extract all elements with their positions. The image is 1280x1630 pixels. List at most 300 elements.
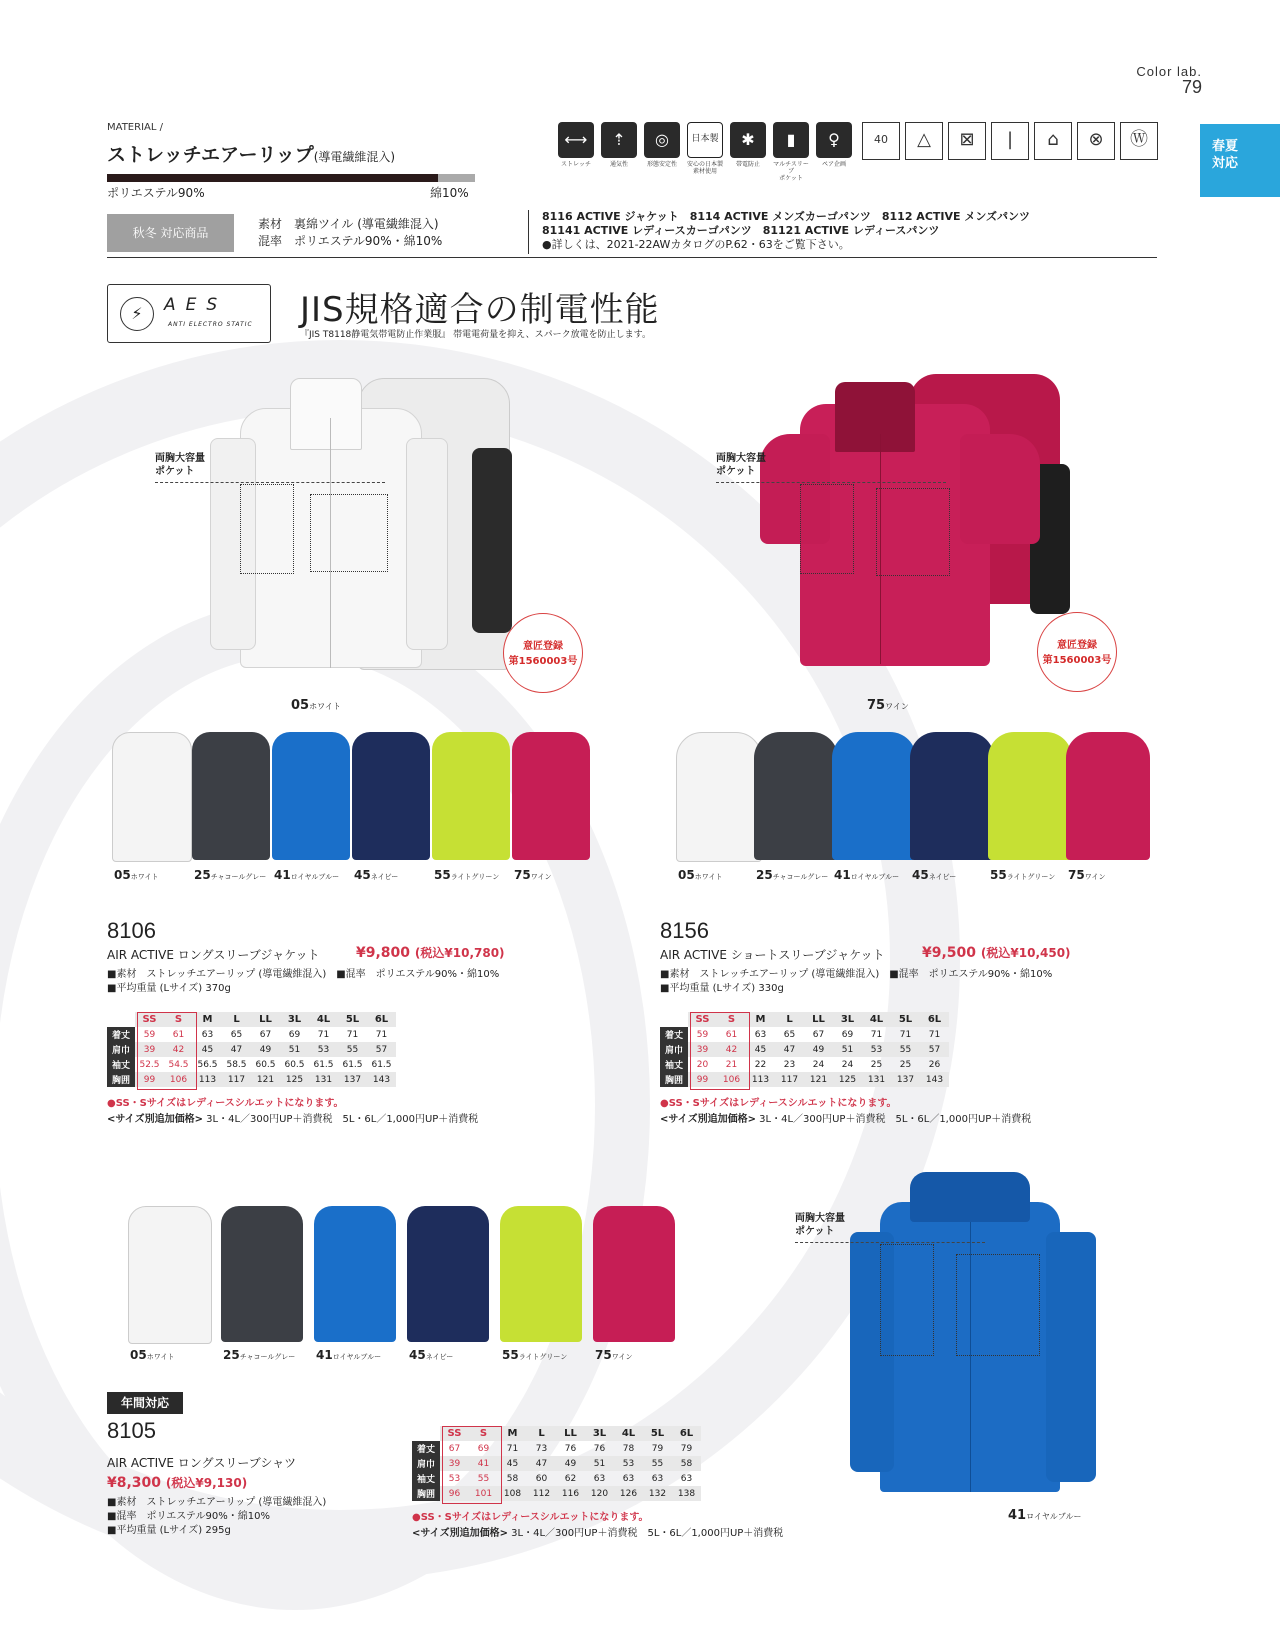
size-cell: 67: [812, 1029, 825, 1040]
price-tax: (税込¥10,450): [980, 946, 1071, 960]
row-label: 肩巾: [412, 1456, 440, 1471]
row-label: 胸囲: [660, 1072, 688, 1087]
aes-title: JIS規格適合の制電性能: [300, 290, 660, 330]
size-cell: 51: [585, 1456, 614, 1471]
row-label: 着丈: [660, 1027, 688, 1042]
size-cell: 108: [498, 1486, 527, 1501]
color-name: チャコールグレー: [210, 873, 267, 881]
size-header: SS: [688, 1012, 717, 1027]
size-cell: 116: [556, 1486, 585, 1501]
hero-color-label: 05ホワイト: [291, 698, 341, 713]
size-cell: 47: [527, 1456, 556, 1471]
jacket-8156-swatch-05: [676, 732, 762, 862]
size-header: S: [717, 1012, 746, 1027]
size-cell: 143: [920, 1072, 949, 1087]
price-tax: (税込¥9,130): [165, 1476, 248, 1490]
jacket-8106-swatch-45: [352, 732, 430, 860]
size-cell: 131: [862, 1072, 891, 1087]
related-line: 81141 ACTIVE レディースカーゴパンツ 81121 ACTIVE レディースパンツ: [542, 224, 940, 237]
design-registration-badge: 意匠登録 第1560003号: [1037, 612, 1117, 692]
jacket-8156-swatch-75: [1066, 732, 1150, 860]
color-code: 75: [514, 868, 531, 882]
size-cell: 132: [643, 1486, 672, 1501]
hero-color-caption: [867, 698, 909, 713]
page-number: 79: [1181, 77, 1202, 97]
product-price-8106: [356, 944, 505, 961]
size-cell: 71: [928, 1029, 941, 1040]
size-cell: 73: [535, 1443, 548, 1454]
made-in-japan-icon: 日本製: [687, 122, 723, 158]
product-price-8105: [107, 1474, 247, 1491]
aes-sub: ANTI ELECTRO STATIC: [168, 321, 253, 328]
size-header: L: [527, 1426, 556, 1441]
size-cell: 79: [680, 1443, 693, 1454]
material-title: [107, 140, 395, 167]
pocket-note: 両胸大容量 ポケット: [795, 1213, 845, 1237]
shirt-8105-swatch-05: [128, 1206, 212, 1344]
size-price-note: [412, 1524, 783, 1539]
size-cell: 125: [280, 1072, 309, 1087]
size-cell: 56.5: [197, 1059, 218, 1070]
size-cell: 71: [375, 1029, 388, 1040]
size-header: 3L: [585, 1426, 614, 1441]
size-cell: 71: [506, 1443, 519, 1454]
product-spec-8156: [660, 968, 1052, 996]
size-header: M: [498, 1426, 527, 1441]
color-code: 05: [114, 868, 131, 882]
size-cell: 55: [338, 1042, 367, 1057]
jacket-8106-swatch-25: [192, 732, 270, 860]
size-cell: 59: [696, 1029, 709, 1040]
jacket-8156-swatch-caption: [756, 868, 828, 882]
size-cell: 96: [440, 1486, 469, 1501]
size-cell: 117: [775, 1072, 804, 1087]
size-cell: 53: [862, 1042, 891, 1057]
size-cell: 121: [251, 1072, 280, 1087]
blend-ratio-bar: [107, 174, 475, 182]
antistatic-icon: ✱: [730, 122, 766, 158]
size-cell: 25: [899, 1059, 912, 1070]
jacket-8106-swatch-caption: [434, 868, 499, 882]
product-code-8105: 8105: [107, 1418, 156, 1443]
related-products: [542, 210, 1030, 252]
ss-s-highlight: [442, 1426, 502, 1504]
color-code: 25: [194, 868, 211, 882]
shirt-8105-swatch-25: [221, 1206, 303, 1342]
size-cell: 113: [193, 1072, 222, 1087]
row-label: 肩巾: [107, 1042, 135, 1057]
no-tumble-dry-icon: ⊠: [948, 122, 986, 160]
size-header: LL: [251, 1012, 280, 1027]
size-header: 4L: [862, 1012, 891, 1027]
product-price-8156: [922, 944, 1071, 961]
size-cell: 106: [164, 1072, 193, 1087]
size-header: 5L: [891, 1012, 920, 1027]
size-header: 5L: [643, 1426, 672, 1441]
color-name: ネイビー: [928, 873, 957, 881]
size-cell: 62: [564, 1473, 577, 1484]
season-spec-material: 素材 裏綿ツイル (導電繊維混入): [258, 217, 439, 231]
size-cell: 63: [622, 1473, 635, 1484]
size-cell: 49: [556, 1456, 585, 1471]
season-tab: 春夏 対応: [1200, 124, 1280, 197]
size-header: 3L: [280, 1012, 309, 1027]
size-cell: 112: [527, 1486, 556, 1501]
color-code: 45: [354, 868, 371, 882]
spec-line: ■平均重量 (Lサイズ) 370g: [107, 983, 231, 994]
related-line: ●詳しくは、2021-22AWカタログのP.62・63をご覧下さい。: [542, 238, 850, 251]
row-label: 胸囲: [412, 1486, 440, 1501]
size-price-label: <サイズ別追加価格>: [660, 1114, 756, 1125]
product-name-8106: AIR ACTIVE ロングスリーブジャケット: [107, 948, 320, 962]
size-cell: 79: [651, 1443, 664, 1454]
size-cell: 65: [783, 1029, 796, 1040]
pair-design-icon: ♀: [816, 122, 852, 158]
feature-item: [772, 122, 810, 182]
size-price-note: [660, 1110, 1031, 1125]
size-cell: 131: [309, 1072, 338, 1087]
size-cell: 41: [469, 1456, 498, 1471]
color-code: 45: [409, 1348, 426, 1362]
product-name-8105: AIR ACTIVE ロングスリーブシャツ: [107, 1456, 297, 1470]
size-cell: 99: [688, 1072, 717, 1087]
care-icons: [862, 122, 1158, 160]
color-name: ワイン: [1084, 873, 1106, 881]
shape-stability-icon: ◎: [644, 122, 680, 158]
jacket-8156-swatch-caption: [834, 868, 899, 882]
size-cell: 71: [317, 1029, 330, 1040]
size-cell: 51: [833, 1042, 862, 1057]
row-label: 着丈: [107, 1027, 135, 1042]
feature-label: 安心の日本製 素材使用: [686, 161, 723, 175]
size-price-text: 3L・4L／300円UP＋消費税 5L・6L／1,000円UP＋消費税: [507, 1528, 784, 1539]
feature-label: マルチスリーブ ポケット: [773, 161, 809, 182]
size-cell: 143: [367, 1072, 396, 1087]
breathable-icon: ⇡: [601, 122, 637, 158]
wash-40-icon: 40: [862, 122, 900, 160]
hero-color-caption: [1008, 1508, 1081, 1523]
jacket-8156-swatch-41: [832, 732, 916, 860]
color-code: 41: [316, 1348, 333, 1362]
size-cell: 71: [870, 1029, 883, 1040]
size-cell: 45: [498, 1456, 527, 1471]
size-cell: 39: [135, 1042, 164, 1057]
product-code-8156: 8156: [660, 918, 709, 943]
size-cell: 52.5: [139, 1059, 160, 1070]
shirt-8105-swatch-55: [500, 1206, 582, 1342]
size-header: SS: [135, 1012, 164, 1027]
size-cell: 54.5: [168, 1059, 189, 1070]
spec-line: ■混率 ポリエステル90%・綿10%: [107, 1511, 271, 1522]
shirt-8105-swatch-caption: [409, 1348, 453, 1362]
size-cell: 58: [672, 1456, 701, 1471]
jacket-8106-swatch-41: [272, 732, 350, 860]
season-spec-blend: 混率 ポリエステル90%・綿10%: [258, 234, 443, 248]
pocket-leader: [716, 482, 946, 483]
year-round-tag: 年間対応: [107, 1392, 183, 1414]
stretch-icon: ⟷: [558, 122, 594, 158]
row-label: 袖丈: [660, 1057, 688, 1072]
color-code: 41: [274, 868, 291, 882]
pocket-leader: [155, 482, 385, 483]
size-cell: 69: [841, 1029, 854, 1040]
spec-line: ■素材 ストレッチエアーリップ (導電繊維混入) ■混率 ポリエステル90%・綿10%: [107, 969, 500, 980]
size-cell: 61.5: [342, 1059, 363, 1070]
size-price-text: 3L・4L／300円UP＋消費税 5L・6L／1,000円UP＋消費税: [202, 1114, 479, 1125]
price-value: ¥9,800: [356, 945, 411, 961]
size-cell: 55: [477, 1473, 490, 1484]
jacket-8106-swatch-75: [512, 732, 590, 860]
size-header: 6L: [367, 1012, 396, 1027]
product-spec-8105: [107, 1496, 326, 1538]
size-cell: 137: [338, 1072, 367, 1087]
product-name-8156: AIR ACTIVE ショートスリーブジャケット: [660, 948, 885, 962]
size-header: 3L: [833, 1012, 862, 1027]
design-registration-badge: 意匠登録 第1560003号: [503, 613, 583, 693]
size-cell: 76: [593, 1443, 606, 1454]
size-header: L: [775, 1012, 804, 1027]
ss-s-highlight: [690, 1012, 750, 1090]
size-price-label: <サイズ別追加価格>: [412, 1528, 508, 1539]
size-cell: 106: [717, 1072, 746, 1087]
size-header: L: [222, 1012, 251, 1027]
size-cell: 138: [672, 1486, 701, 1501]
feature-label: 通気性: [609, 161, 628, 168]
color-name: ネイビー: [425, 1353, 454, 1361]
feature-icons: [557, 122, 853, 182]
size-cell: 49: [804, 1042, 833, 1057]
color-code: 45: [912, 868, 929, 882]
size-cell: 24: [812, 1059, 825, 1070]
jacket-8106-swatch-caption: [274, 868, 339, 882]
size-cell: 67: [259, 1029, 272, 1040]
size-cell: 58: [506, 1473, 519, 1484]
feature-item: [600, 122, 638, 182]
table-corner: [412, 1426, 440, 1441]
size-cell: 61.5: [313, 1059, 334, 1070]
no-bleach-icon: △: [905, 122, 943, 160]
price-value: ¥9,500: [922, 945, 977, 961]
pocket-outline: [956, 1254, 1040, 1356]
size-header: SS: [440, 1426, 469, 1441]
jacket-8106-swatch-05: [112, 732, 192, 862]
size-cell: 47: [222, 1042, 251, 1057]
size-cell: 113: [746, 1072, 775, 1087]
spec-line: ■素材 ストレッチエアーリップ (導電繊維混入) ■混率 ポリエステル90%・綿10%: [660, 969, 1053, 980]
feature-label: 形態安定性: [646, 161, 677, 168]
ss-note: ●SS・Sサイズはレディースシルエットになります。: [660, 1098, 897, 1109]
shirt-8105-swatch-caption: [223, 1348, 295, 1362]
no-dry-clean-icon: ⊗: [1077, 122, 1115, 160]
blend-ratio-fill: [107, 174, 438, 182]
size-cell: 63: [201, 1029, 214, 1040]
aes-logo: [107, 284, 271, 343]
size-cell: 58.5: [226, 1059, 247, 1070]
row-label: 肩巾: [660, 1042, 688, 1057]
pocket-outline: [800, 484, 854, 574]
size-price-text: 3L・4L／300円UP＋消費税 5L・6L／1,000円UP＋消費税: [755, 1114, 1032, 1125]
color-name: ワイン: [530, 873, 552, 881]
shirt-8105-swatch-caption: [130, 1348, 175, 1362]
brand-name: Color lab.: [1136, 64, 1202, 79]
material-title-text: ストレッチエアーリップ: [107, 144, 314, 166]
aes-mark: AES: [164, 295, 228, 315]
jacket-8156-swatch-45: [910, 732, 994, 860]
product-code-8106: 8106: [107, 918, 156, 943]
size-cell: 126: [614, 1486, 643, 1501]
size-cell: 47: [775, 1042, 804, 1057]
color-code: 55: [502, 1348, 519, 1362]
shirt-8105-swatch-41: [314, 1206, 396, 1342]
color-name: ホワイト: [694, 873, 723, 881]
hero-color-caption: [291, 698, 341, 713]
size-header: 6L: [672, 1426, 701, 1441]
row-label: 胸囲: [107, 1072, 135, 1087]
season-spec: [258, 216, 442, 250]
size-cell: 78: [622, 1443, 635, 1454]
size-cell: 20: [696, 1059, 709, 1070]
feature-item: [686, 122, 724, 182]
size-cell: 60.5: [284, 1059, 305, 1070]
feature-item: [815, 122, 853, 182]
multi-sleeve-pocket-icon: ▮: [773, 122, 809, 158]
brand-mark: [1136, 64, 1202, 95]
row-label: 袖丈: [107, 1057, 135, 1072]
size-header: 6L: [920, 1012, 949, 1027]
size-cell: 24: [841, 1059, 854, 1070]
size-cell: 63: [680, 1473, 693, 1484]
size-header: S: [469, 1426, 498, 1441]
size-cell: 67: [448, 1443, 461, 1454]
size-cell: 60: [535, 1473, 548, 1484]
feature-item: [729, 122, 767, 182]
size-cell: 26: [928, 1059, 941, 1070]
shirt-8105-swatch-caption: [595, 1348, 633, 1362]
aes-subtitle: 『JIS T8118静電気帯電防止作業服』 帯電電荷量を抑え、スパーク放電を防止します。: [300, 330, 651, 340]
size-cell: 39: [688, 1042, 717, 1057]
size-cell: 71: [346, 1029, 359, 1040]
ss-note: ●SS・Sサイズはレディースシルエットになります。: [412, 1512, 649, 1523]
size-header: M: [193, 1012, 222, 1027]
color-code: 05: [678, 868, 695, 882]
product-spec-8106: [107, 968, 499, 996]
size-cell: 53: [614, 1456, 643, 1471]
size-header: LL: [556, 1426, 585, 1441]
pocket-outline: [240, 484, 294, 574]
ss-note: ●SS・Sサイズはレディースシルエットになります。: [107, 1098, 344, 1109]
row-label: 袖丈: [412, 1471, 440, 1486]
pocket-note: 両胸大容量 ポケット: [716, 453, 766, 477]
pocket-outline: [876, 488, 950, 576]
size-cell: 45: [193, 1042, 222, 1057]
size-cell: 69: [477, 1443, 490, 1454]
color-code: 25: [756, 868, 773, 882]
jacket-8106-swatch-caption: [114, 868, 159, 882]
jacket-8156-swatch-caption: [678, 868, 723, 882]
jacket-8156-swatch-caption: [1068, 868, 1106, 882]
jacket-8156-swatch-caption: [912, 868, 956, 882]
shirt-8105-swatch-45: [407, 1206, 489, 1342]
color-name: ライトグリーン: [1006, 873, 1056, 881]
color-name: チャコールグレー: [239, 1353, 296, 1361]
hero-color-label: 75ワイン: [867, 698, 909, 713]
lightning-icon: ⚡: [120, 297, 154, 331]
feature-item: [557, 122, 595, 182]
spec-line: ■素材 ストレッチエアーリップ (導電繊維混入): [107, 1497, 327, 1508]
pocket-outline: [310, 494, 388, 572]
size-cell: 120: [585, 1486, 614, 1501]
divider: [107, 257, 1157, 258]
color-name: ワイン: [611, 1353, 633, 1361]
jacket-8156-swatch-caption: [990, 868, 1055, 882]
size-header: LL: [804, 1012, 833, 1027]
size-cell: 121: [804, 1072, 833, 1087]
size-cell: 55: [643, 1456, 672, 1471]
size-cell: 25: [870, 1059, 883, 1070]
color-name: ネイビー: [370, 873, 399, 881]
size-cell: 60.5: [255, 1059, 276, 1070]
size-cell: 53: [309, 1042, 338, 1057]
size-cell: 117: [222, 1072, 251, 1087]
jacket-8106-swatch-55: [432, 732, 510, 860]
color-name: ロイヤルブルー: [850, 873, 900, 881]
size-cell: 137: [891, 1072, 920, 1087]
feature-item: [643, 122, 681, 182]
color-code: 25: [223, 1348, 240, 1362]
color-name: ライトグリーン: [518, 1353, 568, 1361]
jacket-8106-swatch-caption: [354, 868, 398, 882]
hero-color-label: 41ロイヤルブルー: [1008, 1508, 1082, 1523]
size-cell: 99: [135, 1072, 164, 1087]
color-code: 41: [834, 868, 851, 882]
size-header: 4L: [309, 1012, 338, 1027]
spec-line: ■平均重量 (Lサイズ) 295g: [107, 1525, 231, 1536]
size-cell: 21: [725, 1059, 738, 1070]
ss-s-highlight: [137, 1012, 197, 1090]
size-cell: 63: [754, 1029, 767, 1040]
line-dry-icon: |: [991, 122, 1029, 160]
jacket-8156-swatch-25: [754, 732, 838, 860]
color-code: 05: [130, 1348, 147, 1362]
jacket-8106-swatch-caption: [514, 868, 552, 882]
size-cell: 49: [251, 1042, 280, 1057]
size-cell: 23: [783, 1059, 796, 1070]
color-name: チャコールグレー: [772, 873, 829, 881]
related-line: 8116 ACTIVE ジャケット 8114 ACTIVE メンズカーゴパンツ 8112 ACTIVE メンズパンツ: [542, 210, 1031, 223]
row-label: 着丈: [412, 1441, 440, 1456]
color-code: 75: [595, 1348, 612, 1362]
price-value: ¥8,300: [107, 1475, 162, 1491]
color-code: 55: [990, 868, 1007, 882]
size-cell: 57: [920, 1042, 949, 1057]
jacket-8106-swatch-caption: [194, 868, 266, 882]
size-header: M: [746, 1012, 775, 1027]
size-cell: 59: [143, 1029, 156, 1040]
size-cell: 57: [367, 1042, 396, 1057]
size-cell: 63: [651, 1473, 664, 1484]
feature-label: ストレッチ: [561, 161, 591, 168]
pocket-note: 両胸大容量 ポケット: [155, 453, 205, 477]
material-label: MATERIAL /: [107, 122, 163, 133]
color-name: ホワイト: [130, 873, 159, 881]
size-cell: 45: [746, 1042, 775, 1057]
size-price-label: <サイズ別追加価格>: [107, 1114, 203, 1125]
size-cell: 61: [172, 1029, 185, 1040]
iron-low-icon: ⌂: [1034, 122, 1072, 160]
table-corner: [660, 1012, 688, 1027]
size-cell: 42: [164, 1042, 193, 1057]
feature-label: 帯電防止: [735, 161, 760, 168]
